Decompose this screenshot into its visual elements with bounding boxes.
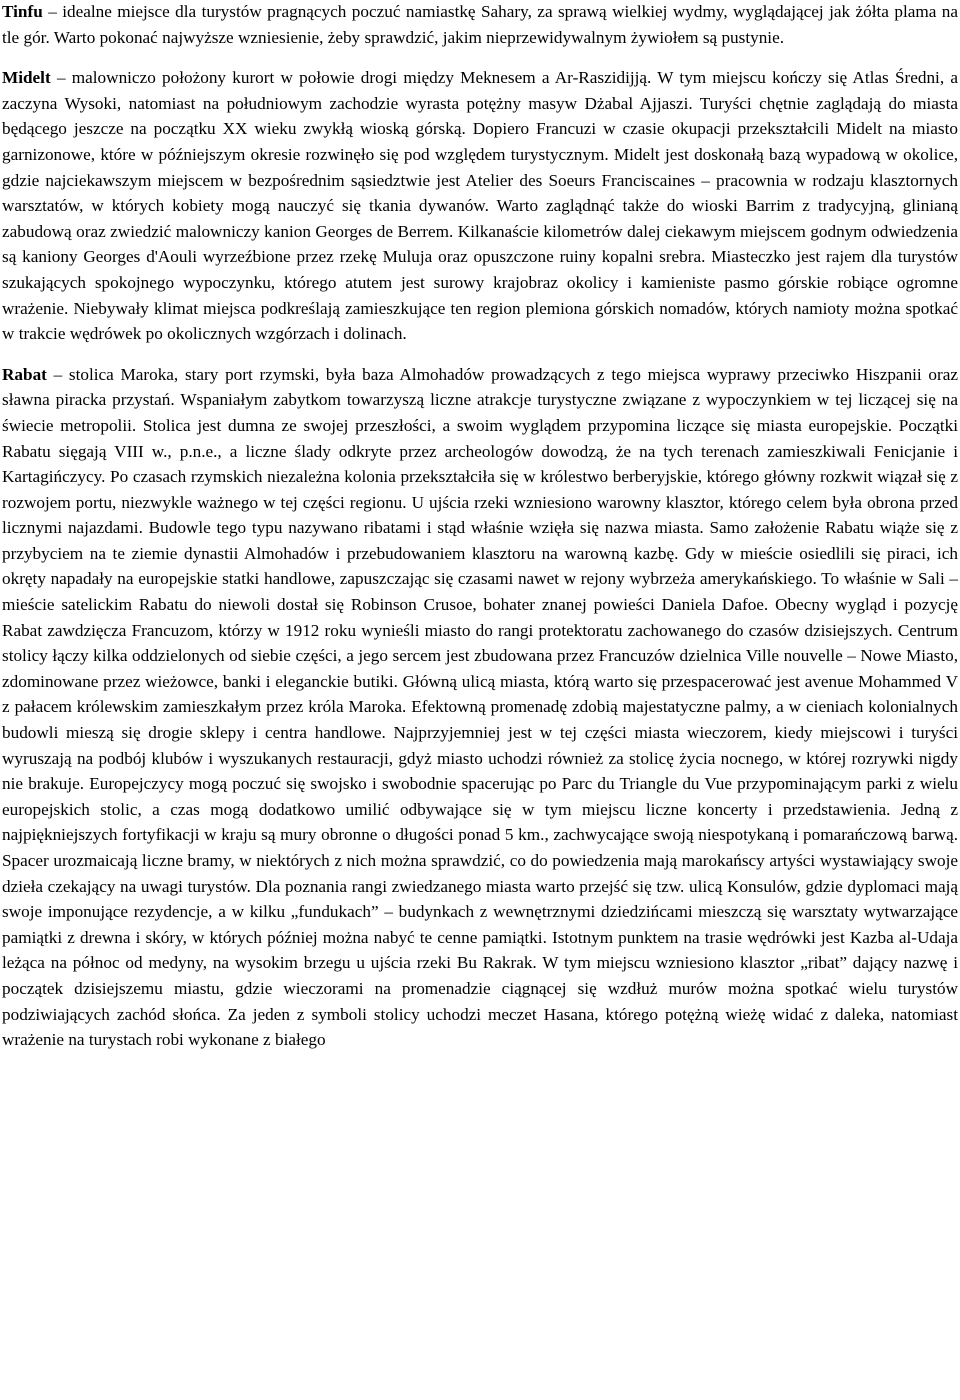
term-tinfu: Tinfu [2, 2, 43, 21]
paragraph-rabat-text: – stolica Maroka, stary port rzymski, była baza Almohadów prowadzących z tego miejsca wyprawy przeciwko Hiszpanii oraz sławna piracka przystań. Wspaniałym zabytkom towarzyszą liczne atrakcje turystyczne związane z wypoczynkiem w tej liczącej się na świecie metropolii. Stolica jest dumna ze swojej przeszłości, a swoim wyglądem przypomina liczące się miasta europejskie. Początki Rabatu sięgają VIII w., p.n.e., a liczne ślady odkryte przez archeologów dowodzą, że na tych terenach zamieszkiwali Fenicjanie i Kartagińczycy. Po czasach rzymskich niezależna kolonia przekształciła się w królestwo berberyjskie, którego główny rozkwit wiązał się z rozwojem portu, niezwykle ważnego w tej części regionu. U ujścia rzeki wzniesiono warowny klasztor, którego celem była obrona przed licznymi najazdami. Budowle tego typu nazywano ribatami i stąd właśnie wzięła się nazwa miasta. Samo założenie Rabatu wiąże się z przybyciem na te ziemie dynastii Almohadów i przebudowaniem klasztoru na warowną kazbę. Gdy w mieście osiedlili się piraci, ich okręty napadały na europejskie statki handlowe, zapuszczając się czasami nawet w rejony wybrzeża amerykańskiego. To właśnie w Sali – mieście satelickim Rabatu do niewoli dostał się Robinson Crusoe, bohater znanej powieści Daniela Dafoe. Obecny wygląd i pozycję Rabat zawdzięcza Francuzom, którzy w 1912 roku wynieśli miasto do rangi protektoratu zachowanego do czasów dzisiejszych. Centrum stolicy łączy kilka oddzielonych od siebie części, a jego sercem jest zbudowana przez Francuzów dzielnica Ville nouvelle – Nowe Miasto, zdominowane przez wieżowce, banki i eleganckie butiki. Główną ulicą miasta, którą warto się przespacerować jest avenue Mohammed V z pałacem królewskim zamieszkałym przez króla Maroka. Efektowną promenadę zdobią majestatyczne palmy, a w cieniach kolonialnych budowli mieszą się drogie sklepy i centra handlowe. Najprzyjemniej jest w tej części miasta wieczorem, kiedy miejscowi i turyści wyruszają na podbój klubów i wyszukanych restauracji, gdyż miasto uchodzi również za stolicę życia nocnego, w której rozrywki nigdy nie brakuje. Europejczycy mogą poczuć się swojsko i swobodnie spacerując po Parc du Triangle du Vue przypominającym parki z wielu europejskich stolic, a czas mogą dodatkowo umilić odbywające się w tym miejscu liczne koncerty i przedstawienia. Jedną z najpiękniejszych fortyfikacji w kraju są mury obronne o długości ponad 5 km., zachwycające swoją niespotykaną i pomarańczową barwą. Spacer urozmaicają liczne bramy, w niektórych z nich można sprawdzić, co do powiedzenia mają marokańscy artyści wystawiający swoje dzieła czekający na uwagi turystów. Dla poznania rangi zwiedzanego miasta warto przejść się tzw. ulicą Konsulów, gdzie dyplomaci mają swoje imponujące rezydencje, a w kilku „fundukach” – budynkach z wewnętrznymi dziedzińcami mieszczą się warsztaty wytwarzające pamiątki z drewna i skóry, w których później można nabyć te cenne pamiątki. Istotnym punktem na trasie wędrówki jest Kazba al-Udaja leżąca na północ od medyny, na wysokim brzegu u ujścia rzeki Bu Rakrak. W tym miejscu wzniesiono klasztor „ribat” dający nazwę i początek dzisiejszemu miastu, gdzie wieczorami na promenadzie ciągnącej się wzdłuż murów można spotkać wielu turystów podziwiających zachód słońca. Za jeden z symboli stolicy uchodzi meczet Hasana, którego potężną wieżę widać z daleka, natomiast wrażenie na turystach robi wykonane z białego [2, 364, 958, 1050]
term-rabat: Rabat [2, 364, 47, 384]
paragraph-midelt-text: – malowniczo położony kurort w połowie drogi między Meknesem a Ar-Raszidijją. W tym miejscu kończy się Atlas Średni, a zaczyna Wysoki, natomiast na południowym zachodzie wyrasta potężny masyw Dżabal Ajjaszi. Turyści chętnie zaglądają do miasta będącego jeszcze na początku XX wieku zwykłą wioską górską. Dopiero Francuzi w czasie okupacji przekształcili Midelt na miasto garnizonowe, które w późniejszym okresie rozwinęło się pod względem turystycznym. Midelt jest doskonałą bazą wypadową w okolice, gdzie najciekawszym miejscem w bezpośrednim sąsiedztwie jest Atelier des Soeurs Franciscaines – pracownia w rodzaju klasztornych warsztatów, w których kobiety mogą nauczyć się tkania dywanów. Warto zaglądnąć także do wioski Barrim z tradycyjną, glinianą zabudową oraz zwiedzić malowniczy kanion Georges de Berrem. Kilkanaście kilometrów dalej ciekawym miejscem godnym odwiedzenia są kaniony Georges d'Aouli wyrzeźbione przez rzekę Muluja oraz opuszczone ruiny kopalni srebra. Miasteczko jest rajem dla turystów szukających spokojnego wypoczynku, którego atutem jest surowy krajobraz okolicy i kamieniste pasmo górskie robiące ogromne wrażenie. Niebywały klimat miejsca podkreślają zamieszkujące ten region plemiona górskich nomadów, których namioty można spotkać w trakcie wędrówek po okolicznych wzgórzach i dolinach. [2, 68, 958, 344]
term-midelt: Midelt [2, 68, 51, 88]
paragraph-tinfu-text: – idealne miejsce dla turystów pragnących poczuć namiastkę Sahary, za sprawą wielkiej wydmy, wyglądającej jak żółta plama na tle gór. Warto pokonać najwyższe wzniesienie, żeby sprawdzić, jakim nieprzewidywalnym żywiołem są pustynie. [2, 2, 958, 47]
paragraph-midelt [2, 65, 958, 347]
paragraph-tinfu [2, 0, 958, 50]
paragraph-rabat [2, 362, 958, 1053]
